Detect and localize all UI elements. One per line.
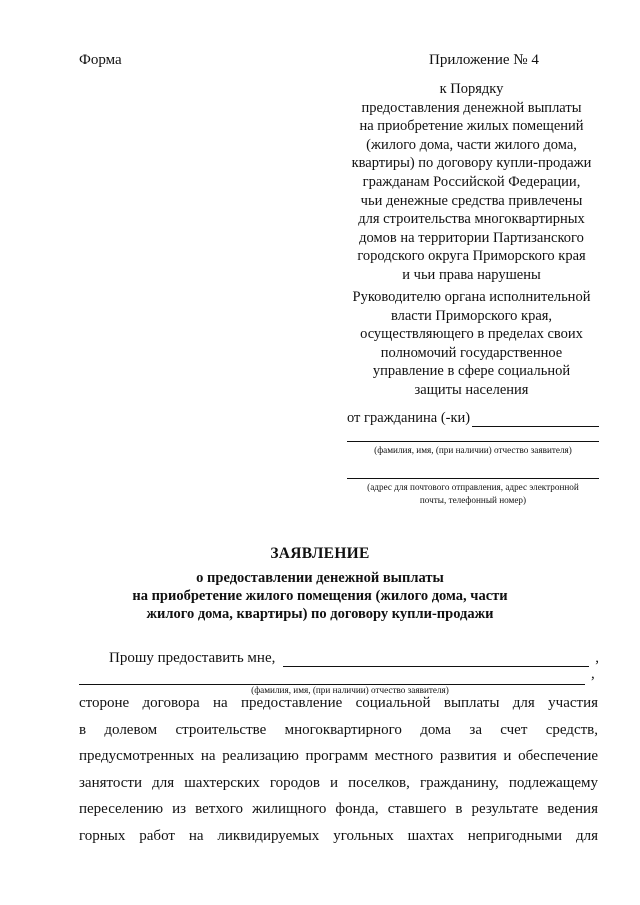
- statement-subtitle: [120, 569, 520, 623]
- applicant-from-row: [347, 410, 599, 427]
- annex-line: к Порядку: [439, 81, 504, 97]
- applicant-name-line-2[interactable]: [347, 441, 599, 442]
- applicant-address-caption: [335, 481, 611, 506]
- statement-body: [79, 690, 598, 850]
- addressee-block: [330, 288, 613, 400]
- addressee-line: Руководителю органа исполнительной: [352, 289, 591, 305]
- body-line: в долевом строительстве многоквартирного дома за счет средств,: [79, 721, 598, 738]
- recipient-fio-caption: (фамилия, имя, (при наличии) отчество заявителя): [251, 685, 449, 695]
- annex-line: на приобретение жилых помещений: [359, 118, 584, 135]
- annex-line: домов на территории Партизанского: [359, 229, 584, 246]
- request-lead: Прошу предоставить мне,: [109, 650, 276, 666]
- body-line: переселению из ветхого жилищного фонда, ставшего в результате ведения: [79, 801, 598, 818]
- applicant-address-field[interactable]: [347, 478, 599, 479]
- annex-line: гражданам Российской Федерации,: [362, 173, 581, 190]
- addressee-line: полномочий государственное: [380, 344, 563, 361]
- body-line: предусмотренных на реализацию программ местного развития и обеспечение: [79, 748, 598, 765]
- subtitle-line: на приобретение жилого помещения (жилого дома, части: [132, 588, 508, 604]
- body-line: горных работ на ликвидируемых угольных шахтах непригодными для: [79, 827, 598, 844]
- addressee-line: власти Приморского края,: [390, 307, 553, 324]
- addressee-line: защиты населения: [414, 381, 529, 398]
- body-line: стороне договора на предоставление социальной выплаты для участия: [79, 695, 598, 711]
- addressee-line: управление в сфере социальной: [372, 363, 571, 380]
- annex-line: квартиры) по договору купли-продажи: [351, 155, 592, 172]
- applicant-name-field[interactable]: [472, 412, 599, 427]
- annex-line: городского округа Приморского края: [357, 248, 586, 265]
- appendix-label: Приложение № 4: [429, 52, 539, 68]
- subtitle-line: жилого дома, квартиры) по договору купли-продажи: [146, 606, 494, 622]
- address-caption-line: почты, телефонный номер): [419, 494, 527, 505]
- annex-line: и чьи права нарушены: [402, 266, 541, 283]
- statement-title: ЗАЯВЛЕНИЕ: [270, 545, 370, 562]
- addressee-line: осуществляющего в пределах своих: [360, 326, 583, 343]
- form-label: Форма: [79, 52, 122, 68]
- annex-line: (жилого дома, части жилого дома,: [366, 136, 577, 153]
- applicant-name-caption: (фамилия, имя, (при наличии) отчество заявителя): [374, 445, 572, 455]
- annex-line: предоставления денежной выплаты: [361, 99, 582, 116]
- annex-reference: [330, 80, 613, 285]
- annex-line: для строительства многоквартирных: [358, 211, 585, 228]
- request-row: [79, 650, 599, 667]
- request-comma: ,: [595, 650, 599, 666]
- line-2-comma: ,: [591, 666, 595, 682]
- subtitle-line: о предоставлении денежной выплаты: [196, 570, 444, 586]
- recipient-field[interactable]: [283, 651, 589, 667]
- from-label: от гражданина (-ки): [347, 410, 471, 426]
- annex-line: чьи денежные средства привлечены: [360, 192, 583, 209]
- address-caption-line: (адрес для почтового отправления, адрес электронной: [367, 482, 579, 492]
- body-line: занятости для шахтерских городов и поселков, гражданину, подлежащему: [79, 774, 598, 791]
